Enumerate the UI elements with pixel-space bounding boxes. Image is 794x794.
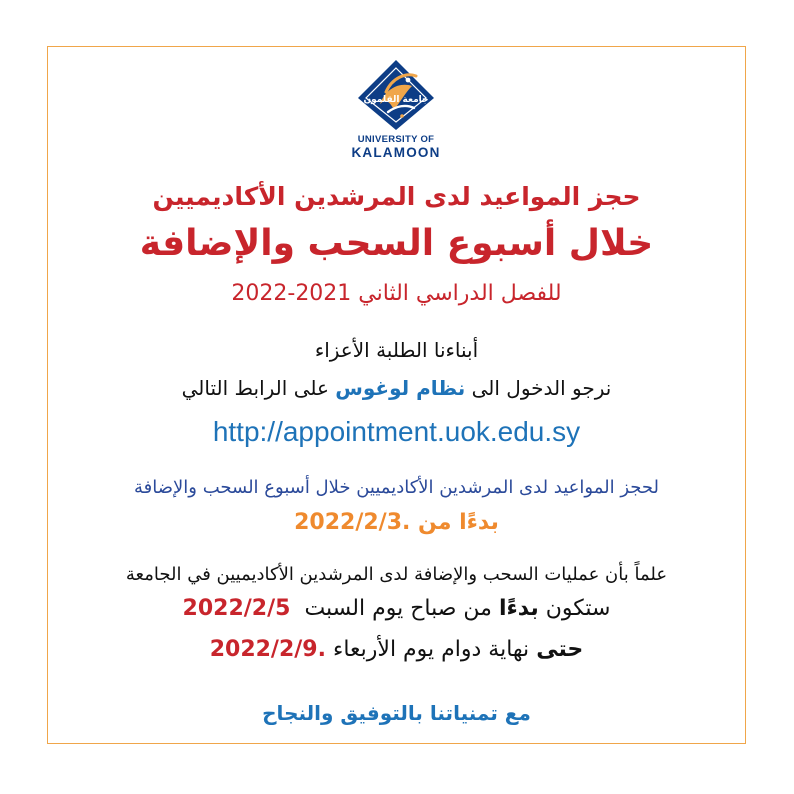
period-start-line — [47, 598, 746, 620]
period-start-post: من صباح يوم السبت — [304, 596, 492, 621]
logo-university-of: UNIVERSITY OF — [357, 134, 435, 145]
period-start-date: 2022/2/5 — [182, 596, 291, 621]
period-end-date: 2022/2/9. — [209, 637, 326, 662]
booking-start-label: بدءًا من — [418, 510, 499, 535]
booking-start-date: 2022/2/3. — [294, 510, 411, 535]
booking-start — [47, 512, 746, 534]
greeting-text: أبناءنا الطلبة الأعزاء — [314, 338, 479, 362]
instruction-text — [47, 378, 746, 398]
announcement-content — [47, 0, 746, 794]
logo-kalamoon: KALAMOON — [351, 145, 441, 160]
period-end-post: نهاية دوام يوم الأربعاء — [332, 637, 530, 662]
period-start-pre: ستكون — [545, 596, 611, 621]
logos-system-highlight: نظام لوغوس — [335, 376, 466, 400]
period-start-bold: بدءًا — [498, 596, 539, 621]
headline-line-1: حجز المواعيد لدى المرشدين الأكاديميين — [152, 182, 641, 211]
instruction-post: على الرابط التالي — [181, 376, 329, 400]
booking-text: لحجز المواعيد لدى المرشدين الأكاديميين خلال أسبوع السحب والإضافة — [134, 477, 659, 498]
headline-semester: للفصل الدراسي الثاني 2021-2022 — [231, 281, 562, 306]
headline-line-2: خلال أسبوع السحب والإضافة — [139, 223, 654, 264]
instruction-pre: نرجو الدخول الى — [471, 376, 612, 400]
appointment-link[interactable]: http://appointment.uok.edu.sy — [212, 416, 581, 447]
closing-wishes: مع تمنياتنا بالتوفيق والنجاح — [262, 701, 531, 725]
period-end-line — [47, 639, 746, 661]
period-end-bold: حتى — [536, 637, 584, 662]
note-text: علماً بأن عمليات السحب والإضافة لدى المرشدين الأكاديميين في الجامعة — [125, 564, 668, 585]
logo-diamond-icon — [356, 58, 436, 132]
logo-mark-text: جامعة القلمون — [363, 95, 429, 105]
university-logo — [351, 58, 441, 164]
